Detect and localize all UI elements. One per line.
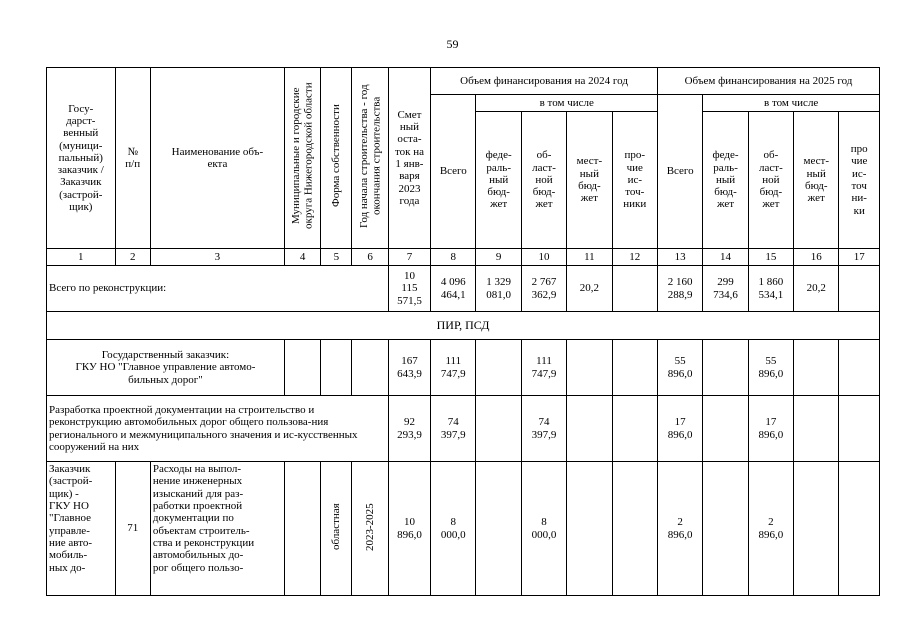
item-years bbox=[352, 462, 388, 596]
customer-c6 bbox=[352, 340, 388, 396]
col-number: 11 bbox=[567, 249, 612, 266]
col-number: 17 bbox=[839, 249, 880, 266]
development-c11 bbox=[567, 396, 612, 462]
header-total-2025: Всего bbox=[658, 95, 703, 249]
customer-c10: 111 747,9 bbox=[521, 340, 566, 396]
customer-c16 bbox=[794, 340, 839, 396]
customer-c4 bbox=[284, 340, 320, 396]
development-label: Разработка проектной документации на строительство и реконструкцию автомобильных дорог общего пользова-ния регионального и межмуниципального значения и ис-кусственных сооружений на них bbox=[47, 396, 389, 462]
item-c10: 8 000,0 bbox=[521, 462, 566, 596]
col-number: 10 bbox=[521, 249, 566, 266]
financing-table bbox=[46, 67, 880, 596]
total-c12 bbox=[612, 266, 657, 312]
total-c15: 1 860 534,1 bbox=[748, 266, 793, 312]
col-number: 14 bbox=[703, 249, 748, 266]
development-c14 bbox=[703, 396, 748, 462]
total-c13: 2 160 288,9 bbox=[658, 266, 703, 312]
item-c8: 8 000,0 bbox=[431, 462, 476, 596]
item-c16 bbox=[794, 462, 839, 596]
item-c7: 10 896,0 bbox=[388, 462, 430, 596]
item-c4 bbox=[284, 462, 320, 596]
item-c15: 2 896,0 bbox=[748, 462, 793, 596]
col-number: 9 bbox=[476, 249, 521, 266]
item-c14 bbox=[703, 462, 748, 596]
development-c7: 92 293,9 bbox=[388, 396, 430, 462]
total-c16: 20,2 bbox=[794, 266, 839, 312]
customer-c17 bbox=[839, 340, 880, 396]
section-title: ПИР, ПСД bbox=[47, 312, 880, 340]
development-c12 bbox=[612, 396, 657, 462]
col-number: 3 bbox=[150, 249, 284, 266]
customer-c14 bbox=[703, 340, 748, 396]
customer-c15: 55 896,0 bbox=[748, 340, 793, 396]
total-c8: 4 096 464,1 bbox=[431, 266, 476, 312]
development-c10: 74 397,9 bbox=[521, 396, 566, 462]
header-federal-2024: феде- раль- ный бюд- жет bbox=[476, 112, 521, 249]
header-ownership bbox=[321, 68, 352, 249]
header-local-2025: мест- ный бюд- жет bbox=[794, 112, 839, 249]
item-name: Расходы на выпол- нение инженерных изысканий для раз- работки проектной документации по объектам строитель- ства и реконструкции автомобильных до- рог общего пользо- bbox=[150, 462, 284, 596]
item-customer: Заказчик (застрой- щик) - ГКУ НО "Главное управле- ние авто- мобиль- ных до- bbox=[47, 462, 116, 596]
header-other-2025: про чие ис- точ ни- ки bbox=[839, 112, 880, 249]
item-row bbox=[47, 462, 880, 596]
column-numbers-row bbox=[47, 249, 880, 266]
item-c11 bbox=[567, 462, 612, 596]
col-number: 5 bbox=[321, 249, 352, 266]
col-number: 13 bbox=[658, 249, 703, 266]
col-number: 6 bbox=[352, 249, 388, 266]
col-number: 1 bbox=[47, 249, 116, 266]
col-number: 8 bbox=[431, 249, 476, 266]
header-years bbox=[352, 68, 388, 249]
item-c13: 2 896,0 bbox=[658, 462, 703, 596]
header-fin-2024: Объем финансирования на 2024 год bbox=[431, 68, 658, 95]
header-regional-2024: об- ласт- ной бюд- жет bbox=[521, 112, 566, 249]
total-c17 bbox=[839, 266, 880, 312]
header-years-text: Год начала строительства - год окончания строительства bbox=[357, 84, 383, 229]
total-c10: 2 767 362,9 bbox=[521, 266, 566, 312]
customer-row bbox=[47, 340, 880, 396]
header-object-name: Наименование объ- екта bbox=[150, 68, 284, 249]
item-c12 bbox=[612, 462, 657, 596]
development-row bbox=[47, 396, 880, 462]
col-number: 12 bbox=[612, 249, 657, 266]
development-c17 bbox=[839, 396, 880, 462]
header-row bbox=[47, 68, 880, 95]
customer-c13: 55 896,0 bbox=[658, 340, 703, 396]
col-number: 16 bbox=[794, 249, 839, 266]
development-c9 bbox=[476, 396, 521, 462]
total-label: Всего по реконструкции: bbox=[47, 266, 389, 312]
col-number: 15 bbox=[748, 249, 793, 266]
item-years-text: 2023-2025 bbox=[363, 503, 376, 551]
header-fin-2025: Объем финансирования на 2025 год bbox=[658, 68, 880, 95]
customer-c9 bbox=[476, 340, 521, 396]
total-c11: 20,2 bbox=[567, 266, 612, 312]
header-municipal bbox=[284, 68, 320, 249]
page-number: 59 bbox=[446, 37, 459, 51]
col-number: 2 bbox=[115, 249, 150, 266]
header-other-2024: про- чие ис- точ- ники bbox=[612, 112, 657, 249]
customer-c12 bbox=[612, 340, 657, 396]
total-c9: 1 329 081,0 bbox=[476, 266, 521, 312]
header-num: № п/п bbox=[115, 68, 150, 249]
development-c15: 17 896,0 bbox=[748, 396, 793, 462]
customer-c11 bbox=[567, 340, 612, 396]
header-municipal-text: Муниципальные и городские округа Нижегородской области bbox=[290, 83, 315, 230]
header-ownership-text: Форма собственности bbox=[330, 104, 343, 208]
customer-label: Государственный заказчик: ГКУ НО "Главное управление автомо- бильных дорог" bbox=[47, 340, 285, 396]
col-number: 7 bbox=[388, 249, 430, 266]
section-row bbox=[47, 312, 880, 340]
customer-c7: 167 643,9 bbox=[388, 340, 430, 396]
header-federal-2025: феде- раль- ный бюд- жет bbox=[703, 112, 748, 249]
header-including-2025: в том числе bbox=[703, 95, 880, 112]
col-number: 4 bbox=[284, 249, 320, 266]
total-c14: 299 734,6 bbox=[703, 266, 748, 312]
development-c16 bbox=[794, 396, 839, 462]
header-customer: Госу- дарст- венный (муници- пальный) заказчик / Заказчик (застрой- щик) bbox=[47, 68, 116, 249]
development-c13: 17 896,0 bbox=[658, 396, 703, 462]
item-c9 bbox=[476, 462, 521, 596]
header-local-2024: мест- ный бюд- жет bbox=[567, 112, 612, 249]
header-total-2024: Всего bbox=[431, 95, 476, 249]
total-c7: 10 115 571,5 bbox=[388, 266, 430, 312]
header-estimate: Смет ный оста- ток на 1 янв- варя 2023 года bbox=[388, 68, 430, 249]
header-regional-2025: об- ласт- ной бюд- жет bbox=[748, 112, 793, 249]
development-c8: 74 397,9 bbox=[431, 396, 476, 462]
customer-c8: 111 747,9 bbox=[431, 340, 476, 396]
item-ownership-text: областная bbox=[330, 503, 343, 551]
header-including-2024: в том числе bbox=[476, 95, 658, 112]
customer-c5 bbox=[321, 340, 352, 396]
total-row bbox=[47, 266, 880, 312]
item-c17 bbox=[839, 462, 880, 596]
item-ownership bbox=[321, 462, 352, 596]
item-num: 71 bbox=[115, 462, 150, 596]
